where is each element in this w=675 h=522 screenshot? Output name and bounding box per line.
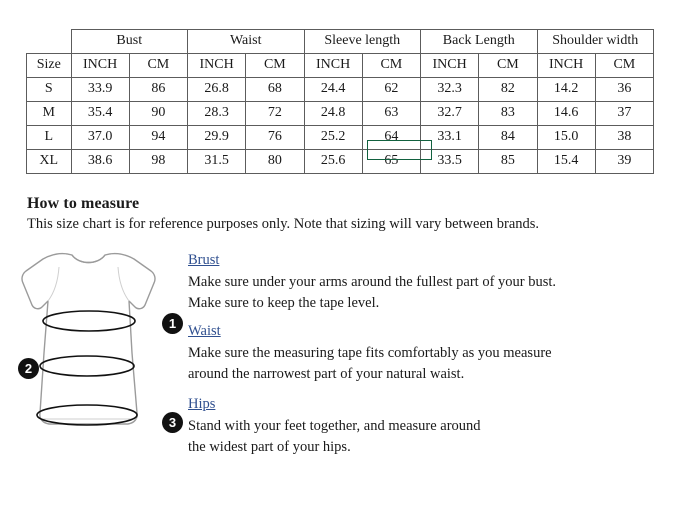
cell-l-bust-cm: 94 xyxy=(129,126,187,150)
cell-l-sleeve-inch: 25.2 xyxy=(304,126,362,150)
cell-xl-bust-inch: 38.6 xyxy=(71,150,129,174)
table-row xyxy=(27,126,654,150)
cell-xl-back-inch: 33.5 xyxy=(421,150,479,174)
cell-l-sleeve-cm: 64 xyxy=(362,126,420,150)
measure-title-bust: Brust xyxy=(188,252,220,268)
size-chart-table xyxy=(26,29,654,174)
measure-title-hips: Hips xyxy=(188,396,216,412)
cell-s-shoulder-inch: 14.2 xyxy=(537,78,595,102)
header-back-inch: INCH xyxy=(421,54,479,78)
measure-description-bust xyxy=(188,250,556,314)
cell-l-shoulder-cm: 38 xyxy=(595,126,653,150)
cell-m-bust-inch: 35.4 xyxy=(71,102,129,126)
cell-m-shoulder-cm: 37 xyxy=(595,102,653,126)
table-group-header-row xyxy=(27,30,654,54)
cell-l-shoulder-inch: 15.0 xyxy=(537,126,595,150)
header-waist-cm: CM xyxy=(246,54,304,78)
measure-line-hips-2: the widest part of your hips. xyxy=(188,439,351,455)
cell-s-waist-inch: 26.8 xyxy=(188,78,246,102)
cell-l-waist-cm: 76 xyxy=(246,126,304,150)
header-sleeve-cm: CM xyxy=(362,54,420,78)
header-shoulder-inch: INCH xyxy=(537,54,595,78)
row-size-l: L xyxy=(27,126,72,150)
cell-xl-sleeve-inch: 25.6 xyxy=(304,150,362,174)
group-header-bust: Bust xyxy=(71,30,188,54)
group-header-waist: Waist xyxy=(188,30,305,54)
measure-line-bust-1: Make sure under your arms around the fullest part of your bust. xyxy=(188,274,557,290)
cell-m-back-cm: 83 xyxy=(479,102,537,126)
group-header-back-length: Back Length xyxy=(421,30,538,54)
cell-s-waist-cm: 68 xyxy=(246,78,304,102)
cell-s-sleeve-cm: 62 xyxy=(362,78,420,102)
measure-line-waist-2: around the narrowest part of your natural waist. xyxy=(188,366,465,382)
cell-m-shoulder-inch: 14.6 xyxy=(537,102,595,126)
row-size-m: M xyxy=(27,102,72,126)
cell-m-waist-inch: 28.3 xyxy=(188,102,246,126)
header-sleeve-inch: INCH xyxy=(304,54,362,78)
cell-xl-sleeve-cm: 65 xyxy=(362,150,420,174)
bullet-marker-2: 2 xyxy=(18,358,39,379)
cell-s-bust-inch: 33.9 xyxy=(71,78,129,102)
cell-m-waist-cm: 72 xyxy=(246,102,304,126)
header-back-cm: CM xyxy=(479,54,537,78)
cell-s-back-cm: 82 xyxy=(479,78,537,102)
table-row xyxy=(27,78,654,102)
group-header-spacer xyxy=(27,30,72,54)
cell-s-sleeve-inch: 24.4 xyxy=(304,78,362,102)
header-bust-inch: INCH xyxy=(71,54,129,78)
cell-xl-shoulder-inch: 15.4 xyxy=(537,150,595,174)
cell-l-bust-inch: 37.0 xyxy=(71,126,129,150)
cell-m-back-inch: 32.7 xyxy=(421,102,479,126)
page-title: How to measure xyxy=(27,195,140,212)
cell-s-bust-cm: 86 xyxy=(129,78,187,102)
measure-line-hips-1: Stand with your feet together, and measure around xyxy=(188,418,481,434)
cell-l-back-cm: 84 xyxy=(479,126,537,150)
cell-s-shoulder-cm: 36 xyxy=(595,78,653,102)
row-size-xl: XL xyxy=(27,150,72,174)
header-size: Size xyxy=(27,54,72,78)
header-shoulder-cm: CM xyxy=(595,54,653,78)
bullet-marker-1: 1 xyxy=(162,313,183,334)
measure-line-waist-1: Make sure the measuring tape fits comfortably as you measure xyxy=(188,345,552,361)
cell-m-sleeve-cm: 63 xyxy=(362,102,420,126)
measure-description-waist xyxy=(188,321,552,385)
measure-line-bust-2: Make sure to keep the tape level. xyxy=(188,295,380,311)
size-chart-container xyxy=(26,29,654,174)
group-header-sleeve-length: Sleeve length xyxy=(304,30,421,54)
header-waist-inch: INCH xyxy=(188,54,246,78)
cell-xl-shoulder-cm: 39 xyxy=(595,150,653,174)
cell-xl-waist-inch: 31.5 xyxy=(188,150,246,174)
cell-l-back-inch: 33.1 xyxy=(421,126,479,150)
bullet-marker-3: 3 xyxy=(162,412,183,433)
howto-subtitle: This size chart is for reference purposes only. Note that sizing will vary between brands. xyxy=(27,216,540,232)
measure-description-hips xyxy=(188,394,481,458)
cell-m-bust-cm: 90 xyxy=(129,102,187,126)
cell-s-back-inch: 32.3 xyxy=(421,78,479,102)
table-row xyxy=(27,102,654,126)
group-header-shoulder-width: Shoulder width xyxy=(537,30,654,54)
row-size-s: S xyxy=(27,78,72,102)
header-bust-cm: CM xyxy=(129,54,187,78)
measure-title-waist: Waist xyxy=(188,323,221,339)
body-measurement-illustration xyxy=(10,243,190,468)
table-unit-header-row xyxy=(27,54,654,78)
cell-l-waist-inch: 29.9 xyxy=(188,126,246,150)
table-row xyxy=(27,150,654,174)
cell-xl-bust-cm: 98 xyxy=(129,150,187,174)
cell-xl-back-cm: 85 xyxy=(479,150,537,174)
cell-xl-waist-cm: 80 xyxy=(246,150,304,174)
cell-m-sleeve-inch: 24.8 xyxy=(304,102,362,126)
